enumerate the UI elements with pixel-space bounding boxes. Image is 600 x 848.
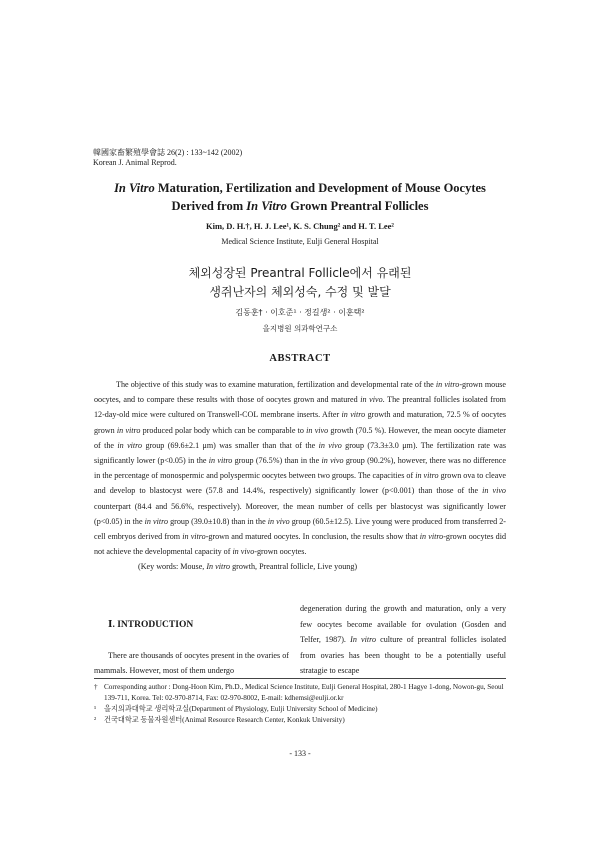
- korean-title: [60, 264, 540, 302]
- abstract-paragraph: The objective of this study was to examine maturation, fertilization and developmental rate of the in vitro-grown mouse oocytes, and to compare these results with those of oocytes grown and matured in vivo. The preantral follicles isolated from 12-day-old mice were cultured on Transwell-COL membrane inserts. After in vitro growth and maturation, 72.5 % of oocytes grown in vitro produced polar body which can be comparable to in vivo growth (70.5 %). However, the mean oocyte diameter of the in vitro group (69.6±2.1 μm) was smaller than that of the in vivo group (73.3±3.0 μm). The fertilization rate was significantly lower (p<0.05) in the in vitro group (76.5%) than in the in vivo group (90.2%), however, there was no difference in the percentage of monospermic and polyspermic oocytes between two groups. The capacities of in vitro grown ova to cleave and develop to blastocyst were (57.8 and 14.4%, respectively) significantly lower (p<0.001) than those of the in vivo counterpart (84.4 and 56.6%, respectively). Moreover, the mean number of cells per blastocyst was significantly lower (p<0.05) in the in vitro group (39.0±10.8) than in the in vivo group (60.5±12.5). Live young were produced from transferred 2-cell embryos derived from in vitro-grown and matured oocytes. In conclusion, the results show that in vitro-grown oocytes did not achieve the developmental capacity of in vivo-grown oocytes.: [94, 380, 507, 557]
- abstract-body: [94, 377, 506, 575]
- title-part-italic-1: In Vitro: [114, 181, 155, 195]
- abstract-keywords: (Key words: Mouse, In vitro growth, Preantral follicle, Live young): [138, 562, 358, 572]
- author-list: Kim, D. H.†, H. J. Lee¹, K. S. Chung² and H. T. Lee²: [206, 221, 394, 231]
- korean-author-list: 김동훈† · 이호준¹ · 정길생² · 이훈택²: [235, 308, 365, 317]
- title-part-3: Derived from: [171, 199, 247, 213]
- footnote-divider: [94, 678, 506, 679]
- title-part-2: Maturation, Fertilization and Development of Mouse Oocytes: [154, 181, 486, 195]
- korean-title-line-1: 체외성장된 Preantral Follicle에서 유래된: [188, 266, 412, 280]
- korean-affiliation: 을지병원 의과학연구소: [262, 324, 338, 333]
- footnote-affiliation-1: ¹ 을지의과대학교 생리학교실(Department of Physiology, Eulji University School of Medicine): [94, 705, 378, 713]
- journal-citation: 韓國家畜繁殖學會誌 26(2) : 133~142 (2002): [93, 148, 243, 157]
- journal-header: [93, 148, 242, 168]
- footnote-affiliation-2: ² 건국대학교 동물자원센터(Animal Resource Research Center, Konkuk University): [94, 716, 345, 724]
- footnotes: [94, 682, 506, 726]
- journal-name: Korean J. Animal Reprod.: [93, 158, 177, 167]
- intro-heading: Ⅰ. INTRODUCTION: [108, 620, 194, 630]
- paper-title: [60, 179, 540, 215]
- intro-right-column: [300, 601, 506, 679]
- title-part-5: Grown Preantral Follicles: [286, 199, 429, 213]
- footnote-corresponding-author: † Corresponding author : Dong-Hoon Kim, Ph.D., Medical Science Institute, Eulji General Hospital, 280-1 Hagye 1-dong, Nowon-gu, Seoul 139-711, Korea. Tel: 02-970-8714, Fax: 02-970-8002, E-mail: kdhemsi@eulji.or.kr: [94, 683, 504, 702]
- title-part-italic-4: In Vitro: [246, 199, 287, 213]
- author-affiliation: Medical Science Institute, Eulji General Hospital: [221, 237, 379, 246]
- intro-left-text: There are thousands of oocytes present in the ovaries of mammals. However, most of them undergo: [94, 650, 289, 675]
- intro-left-column: [94, 618, 289, 679]
- abstract-heading: ABSTRACT: [269, 353, 331, 364]
- intro-right-text: degeneration during the growth and maturation, only a very few oocytes become available for ovulation (Gosden and Telfer, 1987). In vitro culture of preantral follicles isolated from ovaries has been thought to be a potentially useful stratagie to escape: [300, 604, 506, 676]
- page-number: - 133 -: [289, 749, 311, 758]
- korean-title-line-2: 생쥐난자의 체외성숙, 수정 및 발달: [209, 285, 391, 299]
